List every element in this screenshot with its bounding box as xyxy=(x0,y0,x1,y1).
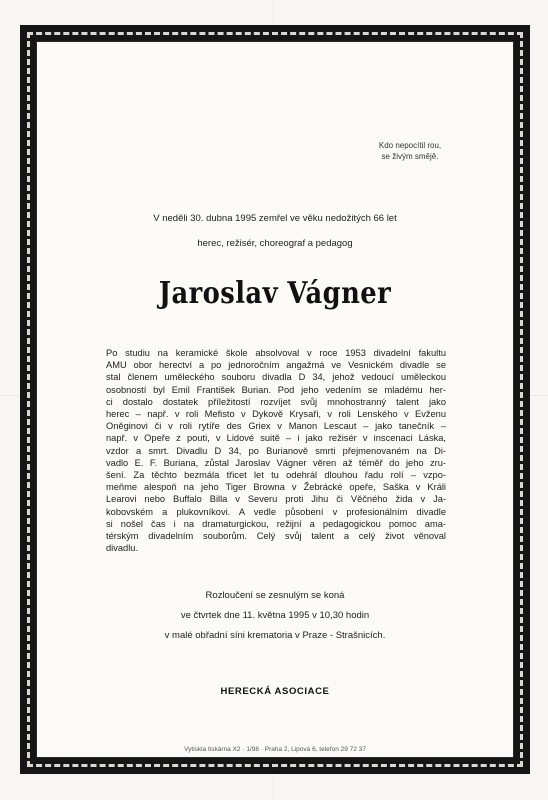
bio-line: Po studiu na keramické škole absolvoval v roce 1953 divadelní fakultu xyxy=(106,348,446,358)
farewell-intro: Rozloučení se zesnulým se koná xyxy=(205,590,345,601)
bio-line: AMU obor herectví a po jednoročním angažmá ve Vesnickém divadle se xyxy=(106,360,446,371)
bio-line: meňme alespoň na jeho Tiger Browna v Žebrácké opeře, Saška v Králi xyxy=(106,482,446,493)
bio-line: šení. Za těchto bezmála třicet let tu odehrál dlouhou řadu rolí – vzpo- xyxy=(106,470,446,481)
bio-line: ci dostalo dostatek příležitostí rozvíjet svůj mnohostranný talent jako xyxy=(106,396,446,407)
motto-line: se živým smějě. xyxy=(381,152,439,161)
bio-line: herec – např. v roli Mefisto v Dykově Krysaři, v roli Lenského v Evženu xyxy=(106,409,446,420)
roles-line: herec, režisér, choreograf a pedagog xyxy=(197,238,353,249)
farewell-place: v malé obřadní síni krematoria v Praze - Strašnicích. xyxy=(164,630,386,641)
farewell-date: ve čtvrtek dne 11. května 1995 v 10,30 hodin xyxy=(180,610,370,621)
bio-line: vadlo E. F. Buriana, zůstal Jaroslav Vágner věren až téměř do jeho zru- xyxy=(106,457,446,468)
printer-imprint: Vytiskla tiskárna X2 · 1/98 · Praha 2, Lipová 6, telefon 29 72 37 xyxy=(184,746,366,753)
motto xyxy=(355,140,465,162)
bio-line: stal členem uměleckého souboru divadla D 34, jehož vedoucí uměleckou xyxy=(106,372,446,383)
bio-line: vzdor a smrt. Divadlu D 34, po Burianově smrti přejmenovaném na Di- xyxy=(106,445,446,456)
bio-line: si nošel čas i na dramaturgickou, režijní a pedagogickou pomoc ama- xyxy=(106,518,446,529)
bio-line: např. v Opeře z pouti, v Lidové suitě – i jako režisér v inscenaci Láska, xyxy=(106,433,446,444)
bio-line: térským divadelním souborům. Celý svůj talent a celý život věnoval xyxy=(106,531,446,542)
death-announcement: V neděli 30. dubna 1995 zemřel ve věku nedožitých 66 let xyxy=(153,213,397,224)
motto-line: Kdo nepocítil rou, xyxy=(378,141,442,150)
bio-line: Learovi nebo Buffalo Billa v Severu proti Jihu či Věčného žida v Ja- xyxy=(106,494,446,505)
biography xyxy=(106,347,446,554)
bio-line: kobovském a plukovníkovi. A vedle působení v profesionálním divadle xyxy=(106,506,446,517)
bio-line: Oněginovi či v roli rytíře des Griex v Manon Lescaut – jako tanečník – xyxy=(106,421,446,432)
bio-line: divadlu. xyxy=(106,543,139,554)
bio-line: osobností byl Emil František Burian. Pod jeho vedením se mladému her- xyxy=(106,384,446,395)
deceased-name: Jaroslav Vágner xyxy=(158,276,392,311)
organization-signature: HERECKÁ ASOCIACE xyxy=(220,686,330,697)
